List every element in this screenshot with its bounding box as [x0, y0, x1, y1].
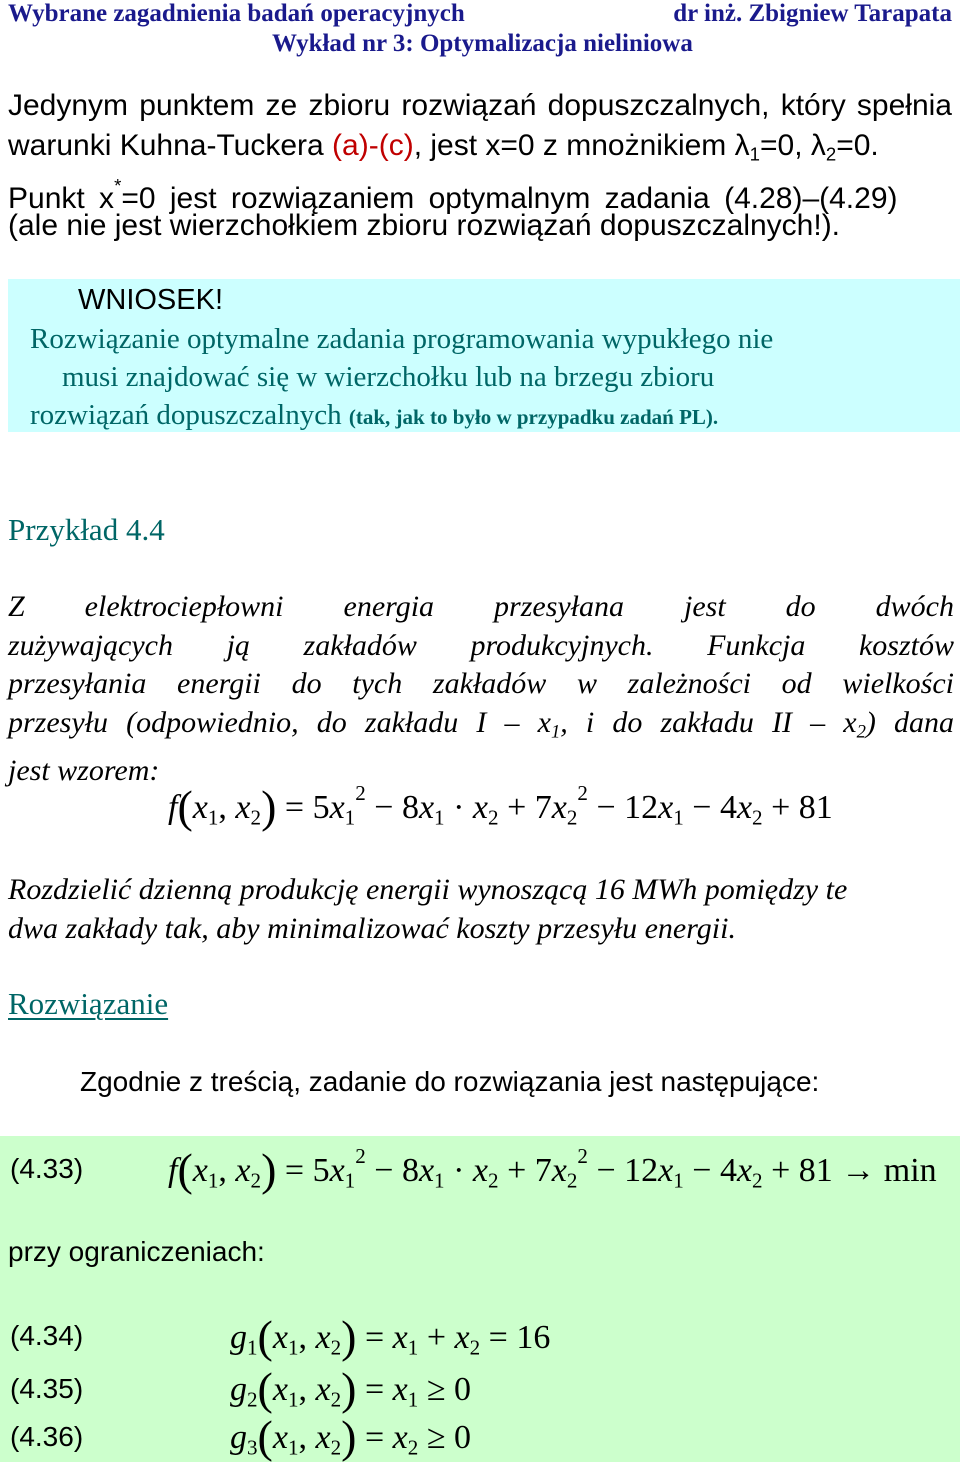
constraint-434: $g_1(x_1$, $x_2) = x_1 + x_2 = 16$ [230, 1311, 551, 1362]
header-lecture: Wykład nr 3: Optymalizacja nieliniowa [272, 30, 693, 57]
constraint-436: $g_3(x_1$, $x_2) = x_2 \ge 0$ [230, 1411, 471, 1462]
constraints-label: przy ograniczeniach: [8, 1236, 265, 1267]
conclusion-line-1: Rozwiązanie optymalne zadania programowania wypukłego nie [30, 323, 774, 355]
example-line-2: zużywających ją zakładów produkcyjnych. Funkcja kosztów [8, 628, 954, 662]
task-line-2: dwa zakłady tak, aby minimalizować koszty przesyłu energii. [8, 912, 736, 945]
example-line-3: przesyłania energii do tych zakładów w zależności od wielkości [8, 667, 954, 700]
task-paragraph [8, 870, 958, 948]
intro-line-3-a: Punkt x [8, 181, 115, 215]
eq-435-label: (4.35) [10, 1373, 84, 1404]
kuhn-tucker-ref: (a)-(c) [332, 129, 414, 162]
solution-intro: Zgodnie z treścią, zadanie do rozwiązania jest następujące: [80, 1066, 820, 1097]
eq-436-label: (4.36) [10, 1421, 84, 1452]
objective-formula: $f(x_1$, $x_2) = 5x_1^2 - 8x_1 \cdot x_2 + 7x_2^2 - 12x_1 - 4x_2 + 81 \to \min$ [168, 1144, 937, 1195]
conclusion-line-3-a: rozwiązań dopuszczalnych [30, 399, 349, 431]
example-line-4: przesyłu (odpowiednio, do zakładu I – $x_1$, i do zakładu II – $x_2$) dana [8, 705, 954, 743]
intro-line-2-a: warunki Kuhna-Tuckera [8, 129, 333, 162]
task-line-1: Rozdzielić dzienną produkcję energii wynoszącą 16 MWh pomiędzy te [8, 873, 848, 906]
intro-line-4: (ale nie jest wierzchołkiem zbioru rozwiązań dopuszczalnych!). [8, 209, 841, 242]
constraint-435: $g_2(x_1$, $x_2) = x_1 \ge 0$ [230, 1363, 471, 1414]
eq-434-label: (4.34) [10, 1320, 84, 1351]
conclusion-line-3-b: (tak, jak to było w przypadku zadań PL). [348, 405, 719, 429]
header-course: Wybrane zagadnienia badań operacyjnych [8, 0, 465, 27]
example-line-5: jest wzorem: [8, 753, 160, 787]
intro-line-2: warunki Kuhna-Tuckera (a)-(c), jest x=0 z mnożnikiem $\lambda_1=0$, $\lambda_2=0$. [8, 129, 879, 165]
example-line-1: Z elektrociepłowni energia przesyłana jest do dwóch [8, 590, 954, 623]
example-paragraph [8, 588, 954, 790]
intro-line-2-c: , jest x=0 z mnożnikiem λ [413, 129, 750, 162]
conclusion-line-2: musi znajdować się w wierzchołku lub na brzegu zbioru [62, 361, 715, 393]
intro-line-3-b: =0 jest rozwiązaniem optymalnym zadania (4.28)–(4.29) [121, 181, 898, 215]
example-title: Przykład 4.4 [8, 512, 165, 547]
intro-line-2-d: =0, λ [759, 129, 826, 162]
intro-line-3: Punkt x*=0 jest rozwiązaniem optymalnym zadania (4.28)–(4.29) [8, 175, 898, 215]
eq-433-label: (4.33) [10, 1153, 84, 1184]
min-label: min [883, 1152, 937, 1189]
conclusion-title: WNIOSEK! [78, 284, 224, 316]
cost-function-formula: $f(x_1$, $x_2) = 5x_1^2 - 8x_1 \cdot x_2 + 7x_2^2 - 12x_1 - 4x_2 + 81$ [168, 781, 833, 832]
intro-line-1: Jedynym punktem ze zbioru rozwiązań dopuszczalnych, który spełnia [8, 89, 952, 122]
conclusion-line-3 [30, 396, 718, 436]
intro-line-2-e: =0. [836, 129, 879, 162]
header-author: dr inż. Zbigniew Tarapata [673, 0, 952, 27]
solution-title: Rozwiązanie [8, 986, 169, 1021]
